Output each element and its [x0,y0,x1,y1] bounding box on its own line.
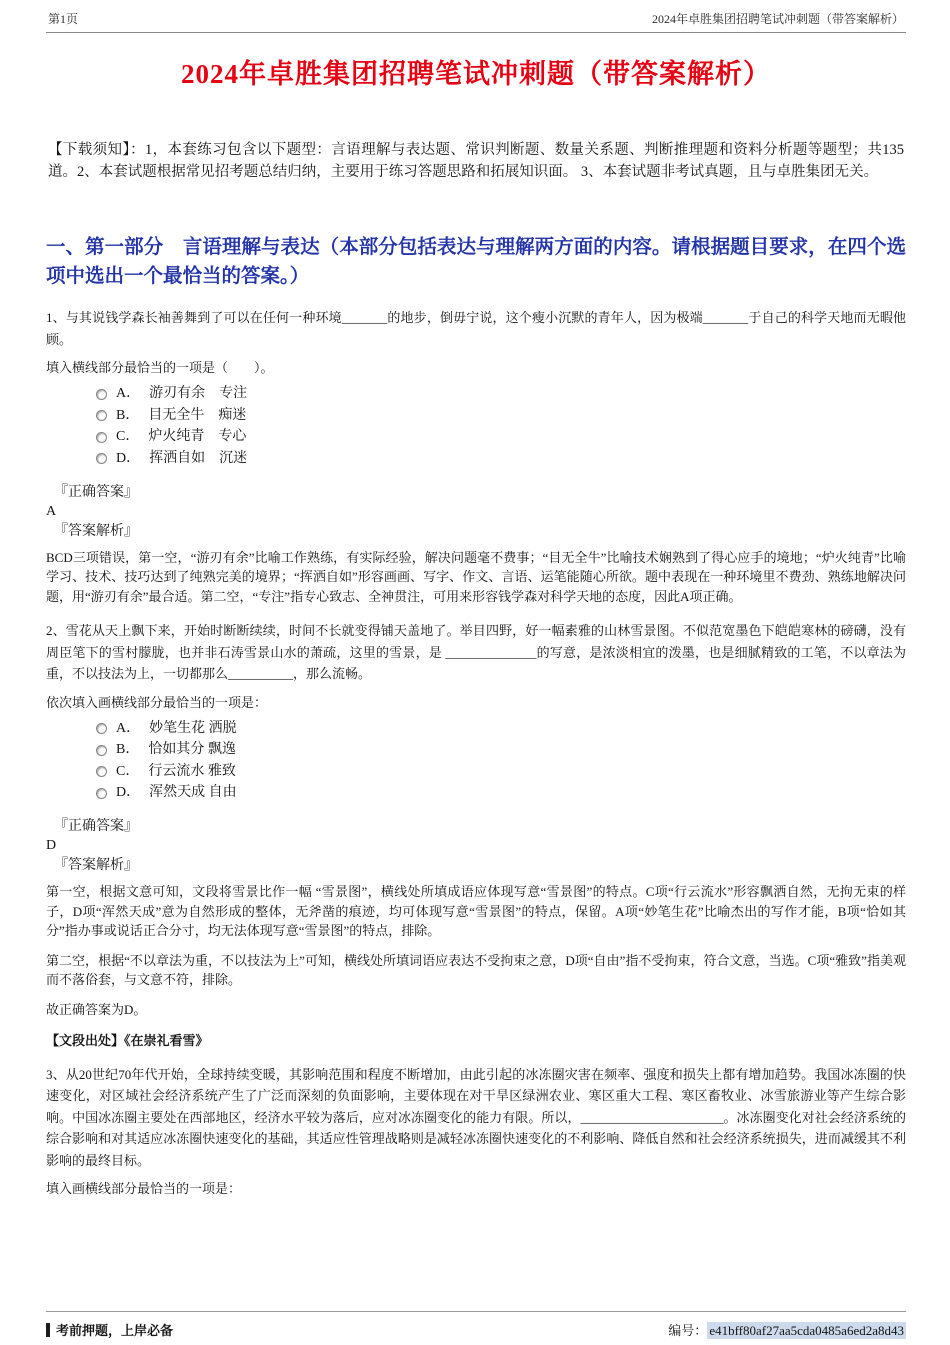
header-page-number: 第1页 [48,12,79,26]
analysis-text: BCD三项错误，第一空，“游刃有余”比喻工作熟练，有实际经验，解决问题毫不费事；“目无全牛”比喻技术娴熟到了得心应手的境地；“炉火纯青”比喻学习、技术、技巧达到了纯熟完美的境界；“挥洒自如”形容画画、写字、作文、言语、运笔能随心所欲。题中表现在一种环境里不费劲、熟练地解决问题，用“游刃有余”最合适。第二空，“专注”指专心致志、全神贯注，可用来形容钱学森对科学天地的态度，因此A项正确。 [46,549,906,604]
question-2-stem: 2、雪花从天上飘下来，开始时断断续续，时间不长就变得铺天盖地了。举目四野，好一幅素雅的山林雪景图。不似范宽墨色下皑皑寒林的磅礴，没有周臣笔下的雪村朦胧，也并非石涛雪景山水的萧疏，这里的雪景，是 ______________的写意，是浓淡相宜的泼墨，也是细腻精致的工笔，不以章法为重，不以技法为上，一切都那么__________，那么流畅。 [46,623,906,681]
option-letter: B． [116,407,140,423]
section-heading: 一、第一部分 言语理解与表达（本部分包括表达与理解两方面的内容。请根据题目要求，在四个选项中选出一个最恰当的答案。） [46,237,906,287]
answer-value: D [46,838,57,853]
question-2-option-c[interactable] [96,763,906,781]
option-text: 挥洒自如 沉迷 [149,450,248,466]
analysis-text: 第一空，根据文意可知，文段将雪景比作一幅 “雪景图”，横线处所填成语应体现写意“雪景图”的特点。C项“行云流水”形容飘洒自然，无拘无束的样子，D项“浑然天成”意为自然形成的整体，无斧凿的痕迹，均可体现写意“雪景图”的特点，保留。A项“妙笔生花”比喻杰出的写作才能，B项“恰如其分”指办事或说话正合分寸，均无法体现写意“雪景图”的特点，排除。 [46,884,906,938]
radio-icon[interactable] [96,788,107,799]
download-notice: 【下载须知】：1，本套练习包含以下题型：言语理解与表达题、常识判断题、数量关系题、判断推理题和资料分析题等题型；共135道。2、本套试题根据常见招考题总结归纳，主要用于练习答题思路和拓展知识面。 3、本套试题非考试真题，且与卓胜集团无关。 [48,142,904,180]
radio-icon[interactable] [96,432,107,443]
question-1 [46,307,906,606]
serial-label: 编号： [668,1323,708,1338]
page-footer [46,1311,906,1339]
option-text: 目无全牛 痴迷 [148,407,247,423]
footer-slogan: 考前押题，上岸必备 [56,1323,174,1338]
option-text: 行云流水 雅致 [148,763,236,779]
answer-label: 『正确答案』 [54,484,138,500]
radio-icon[interactable] [96,410,107,421]
option-text: 浑然天成 自由 [149,785,237,800]
question-2 [46,620,906,1050]
page-header [46,10,906,33]
footer-marker-icon [46,1323,50,1337]
question-2-option-b[interactable] [96,741,906,759]
serial-value: e41bff80af27aa5cda0485a6ed2a8d43 [709,1323,904,1338]
question-2-option-d[interactable] [96,784,906,802]
header-doc-title: 2024年卓胜集团招聘笔试冲刺题（带答案解析） [651,12,904,26]
question-3-stem: 3、从20世纪70年代开始，全球持续变暖，其影响范围和程度不断增加，由此引起的冰冻圈灾害在频率、强度和损失上都有增加趋势。我国冰冻圈的快速变化，对区域社会经济系统产生了广泛而深刻的负面影响，主要体现在对干旱区绿洲农业、寒区重大工程、寒区畜牧业、冰雪旅游业等产生综合影响。中国冰冻圈主要处在西部地区，经济水平较为落后，应对冰冻圈变化的能力有限。所以，______________________。冰冻圈变化对社会经济系统的综合影响和对其适应冰冻圈快速变化的基础，其适应性管理战略则是减轻冰冻圈快速变化的不利影响、降低自然和社会经济系统损失，进而减缓其不利影响的最终目标。 [46,1066,906,1168]
source-line: 【文段出处】《在崇礼看雪》 [46,1032,209,1048]
footer-serial [668,1320,906,1339]
analysis-text: 第二空，根据“不以章法为重，不以技法为上”可知，横线处所填词语应表达不受拘束之意，D项“自由”指不受拘束，符合文意，当选。C项“雅致”指美观而不落俗套，与文意不符，排除。 [46,952,906,987]
answer-value: A [46,503,57,519]
analysis-label: 『答案解析』 [54,858,138,873]
radio-icon[interactable] [96,766,107,777]
footer-slogan-wrap [46,1320,173,1339]
question-1-option-b[interactable] [96,407,906,425]
page-title: 2024年卓胜集团招聘笔试冲刺题（带答案解析） [181,59,771,89]
option-letter: C． [116,429,140,444]
option-text: 恰如其分 飘逸 [148,742,236,757]
option-text: 游刃有余 专注 [149,386,248,401]
question-2-options [96,720,906,803]
question-1-option-d[interactable] [96,450,906,468]
question-2-prompt: 依次填入画横线部分最恰当的一项是： [46,694,268,710]
question-3 [46,1064,906,1199]
radio-icon[interactable] [96,745,107,756]
option-letter: D． [116,450,141,466]
option-text: 妙笔生花 洒脱 [149,720,237,736]
radio-icon[interactable] [96,453,107,464]
option-text: 炉火纯青 专心 [148,429,247,444]
question-2-option-a[interactable] [96,720,906,738]
analysis-conclusion: 故正确答案为D。 [46,1001,147,1017]
radio-icon[interactable] [96,723,107,734]
option-letter: A． [116,386,141,401]
analysis-label: 『答案解析』 [54,523,138,539]
question-3-prompt: 填入画横线部分最恰当的一项是： [46,1181,242,1196]
question-1-option-c[interactable] [96,428,906,446]
question-1-prompt: 填入横线部分最恰当的一项是（ ）。 [46,360,274,375]
option-letter: D． [116,785,141,800]
option-letter: A． [116,720,141,736]
radio-icon[interactable] [96,389,107,400]
question-1-options [96,385,906,468]
option-letter: B． [116,742,140,757]
option-letter: C． [116,763,140,779]
question-1-stem: 1、与其说钱学森长袖善舞到了可以在任何一种环境_______的地步，倒毋宁说，这个瘦小沉默的青年人，因为极端_______于自己的科学天地而无暇他顾。 [46,310,906,347]
question-1-option-a[interactable] [96,385,906,403]
answer-label: 『正确答案』 [54,819,138,834]
